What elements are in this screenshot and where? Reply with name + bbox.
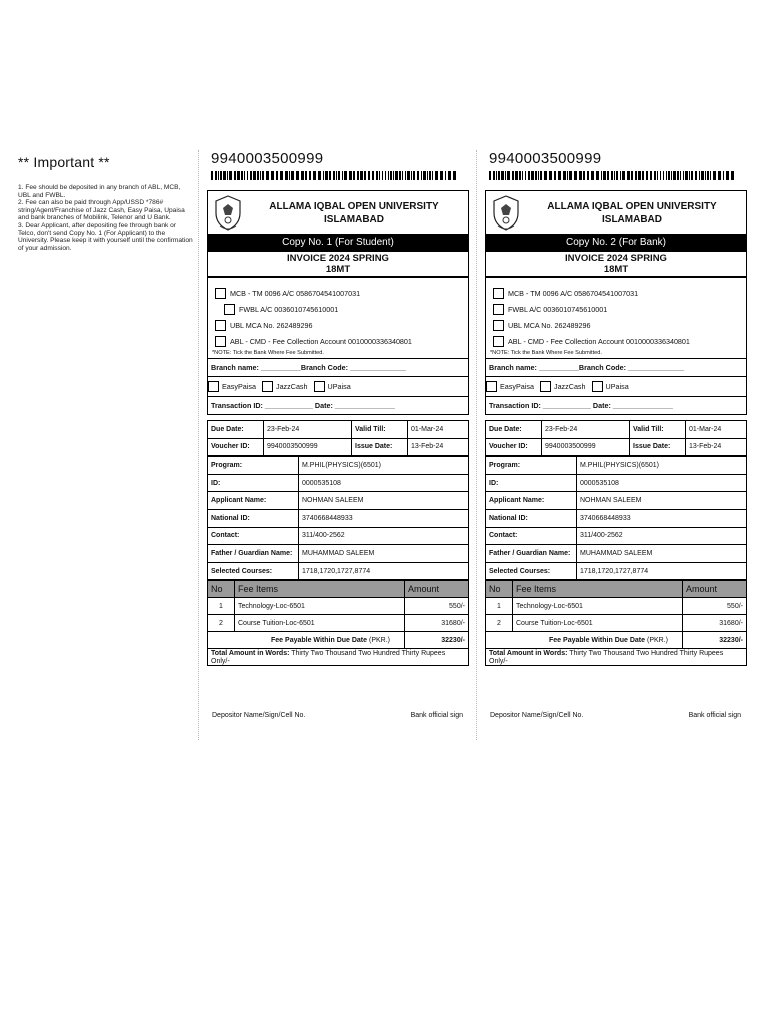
- table-row: 2 Course Tuition-Loc-6501 31680/-: [486, 615, 747, 632]
- checkbox[interactable]: [592, 381, 603, 392]
- barcode: [489, 171, 735, 180]
- checkbox[interactable]: [262, 381, 273, 392]
- bank-option-ubl[interactable]: UBL MCA No. 262489296: [212, 317, 464, 333]
- checkbox[interactable]: [215, 336, 226, 347]
- voucher-header: [207, 190, 469, 278]
- bank-option-abl[interactable]: ABL - CMD - Fee Collection Account 0010000336340801: [490, 333, 742, 349]
- notes-list: [18, 184, 193, 252]
- cut-line: [198, 150, 199, 740]
- invoice-title: INVOICE 2024 SPRING 18MT: [208, 252, 468, 277]
- table-row: 2 Course Tuition-Loc-6501 31680/-: [208, 615, 469, 632]
- checkbox[interactable]: [224, 304, 235, 315]
- wallet-options: EasyPaisa JazzCash UPaisa: [485, 377, 747, 397]
- signature-line: Depositor Name/Sign/Cell No. Bank official sign: [212, 712, 463, 720]
- checkbox[interactable]: [215, 288, 226, 299]
- bank-option-ubl[interactable]: UBL MCA No. 262489296: [490, 317, 742, 333]
- university-name: ALLAMA IQBAL OPEN UNIVERSITY ISLAMABAD: [269, 200, 439, 225]
- bank-option-abl[interactable]: ABL - CMD - Fee Collection Account 0010000336340801: [212, 333, 464, 349]
- cut-line: [476, 150, 477, 740]
- voucher-header: [485, 190, 747, 278]
- note-item: 2. Fee can also be paid through App/USSD *786# string/Agent/Franchise of Jazz Cash, Easy Paisa, Upaisa and bank branches of Mobilink, Telenor and U Bank.: [18, 199, 185, 222]
- voucher-copy-bank: [485, 150, 747, 719]
- bank-note: *NOTE: Tick the Bank Where Fee Submitted.: [212, 350, 324, 356]
- important-title: ** Important **: [18, 154, 110, 170]
- branch-line[interactable]: Branch name: __________Branch Code: ______________: [485, 359, 747, 377]
- note-item: 1. Fee should be deposited in any branch of ABL, MCB, UBL and FWBL.: [18, 184, 181, 199]
- signature-line: Depositor Name/Sign/Cell No. Bank official sign: [490, 712, 741, 720]
- bank-option-mcb[interactable]: MCB - TM 0096 A/C 0586704541007031: [490, 285, 742, 301]
- amount-in-words: Total Amount in Words: Thirty Two Thousand Two Hundred Thirty Rupees Only/-: [485, 649, 747, 666]
- checkbox[interactable]: [215, 320, 226, 331]
- bank-option-fwbl[interactable]: FWBL A/C 0036010745610001: [212, 301, 464, 317]
- checkbox[interactable]: [493, 336, 504, 347]
- bank-option-fwbl[interactable]: FWBL A/C 0036010745610001: [490, 301, 742, 317]
- important-notes: [18, 154, 193, 252]
- university-logo-icon: [212, 193, 244, 233]
- checkbox[interactable]: [493, 288, 504, 299]
- university-name: ALLAMA IQBAL OPEN UNIVERSITY ISLAMABAD: [547, 200, 717, 225]
- table-row: 1 Technology-Loc-6501 550/-: [208, 598, 469, 615]
- voucher-number: 9940003500999: [211, 150, 324, 167]
- bank-options: [485, 278, 747, 359]
- checkbox[interactable]: [208, 381, 219, 392]
- voucher-copy-student: [207, 150, 469, 719]
- checkbox[interactable]: [314, 381, 325, 392]
- copy-label: Copy No. 2 (For Bank): [486, 234, 746, 252]
- checkbox[interactable]: [493, 304, 504, 315]
- table-row: 1 Technology-Loc-6501 550/-: [486, 598, 747, 615]
- note-item: 3. Dear Applicant, after depositing fee through bank or Telco, don't send Copy No. 1 (For Applicant) to the University. Please keep it with yourself until the confirmation of your admission.: [18, 221, 193, 252]
- transaction-line[interactable]: Transaction ID: ____________ Date: _______________: [207, 397, 469, 415]
- bank-options: [207, 278, 469, 359]
- branch-line[interactable]: Branch name: __________Branch Code: ______________: [207, 359, 469, 377]
- wallet-options: EasyPaisa JazzCash UPaisa: [207, 377, 469, 397]
- checkbox[interactable]: [540, 381, 551, 392]
- applicant-table: Program: M.PHIL(PHYSICS)(6501) ID: 0000535108 Applicant Name: NOHMAN SALEEM National ID: 3740668448933 Contact: 311/400-2562 Father / Guardian Name: MUHAMMAD SALEEM Selected Courses: 1718,1720,1727,8774: [485, 456, 747, 580]
- checkbox[interactable]: [493, 320, 504, 331]
- info-table: Due Date: 23-Feb-24 Valid Till: 01-Mar-24 Voucher ID: 9940003500999 Issue Date: 13-Feb-24: [207, 420, 469, 456]
- bank-option-mcb[interactable]: MCB - TM 0096 A/C 0586704541007031: [212, 285, 464, 301]
- invoice-title: INVOICE 2024 SPRING 18MT: [486, 252, 746, 277]
- applicant-table: Program: M.PHIL(PHYSICS)(6501) ID: 0000535108 Applicant Name: NOHMAN SALEEM National ID: 3740668448933 Contact: 311/400-2562 Father / Guardian Name: MUHAMMAD SALEEM Selected Courses: 1718,1720,1727,8774: [207, 456, 469, 580]
- copy-label: Copy No. 1 (For Student): [208, 234, 468, 252]
- info-table: Due Date: 23-Feb-24 Valid Till: 01-Mar-24 Voucher ID: 9940003500999 Issue Date: 13-Feb-24: [485, 420, 747, 456]
- transaction-line[interactable]: Transaction ID: ____________ Date: _______________: [485, 397, 747, 415]
- checkbox[interactable]: [486, 381, 497, 392]
- fees-table: No Fee Items Amount 1 Technology-Loc-6501 550/- 2 Course Tuition-Loc-6501 31680/- Fee Payable Within Due Date (PKR.) 32230/-: [485, 580, 747, 649]
- fees-table: No Fee Items Amount 1 Technology-Loc-6501 550/- 2 Course Tuition-Loc-6501 31680/- Fee Payable Within Due Date (PKR.) 32230/-: [207, 580, 469, 649]
- voucher-number: 9940003500999: [489, 150, 602, 167]
- bank-note: *NOTE: Tick the Bank Where Fee Submitted.: [490, 350, 602, 356]
- barcode: [211, 171, 457, 180]
- university-logo-icon: [490, 193, 522, 233]
- amount-in-words: Total Amount in Words: Thirty Two Thousand Two Hundred Thirty Rupees Only/-: [207, 649, 469, 666]
